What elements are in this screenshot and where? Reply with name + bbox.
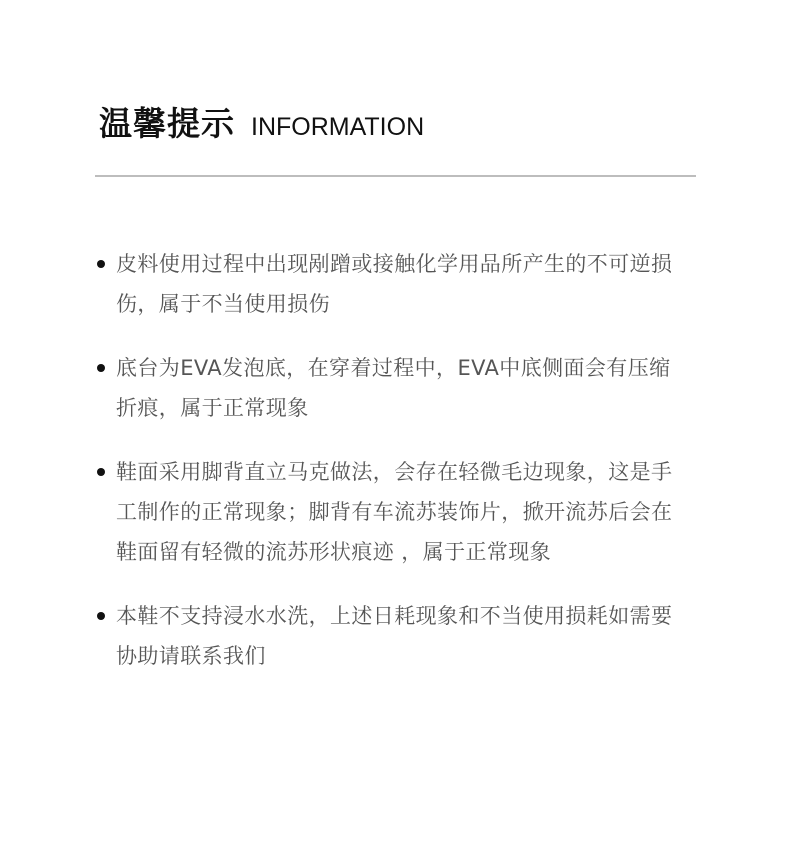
bullet-dot-icon <box>97 612 105 620</box>
list-item <box>97 348 697 428</box>
header-divider <box>95 175 696 177</box>
section-header <box>99 104 424 147</box>
list-item-text: 底台为EVA发泡底，在穿着过程中，EVA中底侧面会有压缩折痕，属于正常现象 <box>116 356 671 420</box>
list-item <box>97 244 697 324</box>
bullet-dot-icon <box>97 364 105 372</box>
list-item-text: 鞋面采用脚背直立马克做法，会存在轻微毛边现象，这是手工制作的正常现象；脚背有车流苏装饰片，掀开流苏后会在鞋面留有轻微的流苏形状痕迹 ，属于正常现象 <box>116 460 673 564</box>
list-item-text: 本鞋不支持浸水水洗，上述日耗现象和不当使用损耗如需要协助请联系我们 <box>116 604 673 668</box>
list-item-text: 皮料使用过程中出现剐蹭或接触化学用品所产生的不可逆损伤，属于不当使用损伤 <box>116 252 673 316</box>
list-item <box>97 596 697 676</box>
page-title: 温馨提示 <box>99 104 235 143</box>
list-item <box>97 452 697 572</box>
notice-list <box>97 244 697 700</box>
page-subtitle: INFORMATION <box>251 113 425 141</box>
bullet-dot-icon <box>97 468 105 476</box>
bullet-dot-icon <box>97 260 105 268</box>
